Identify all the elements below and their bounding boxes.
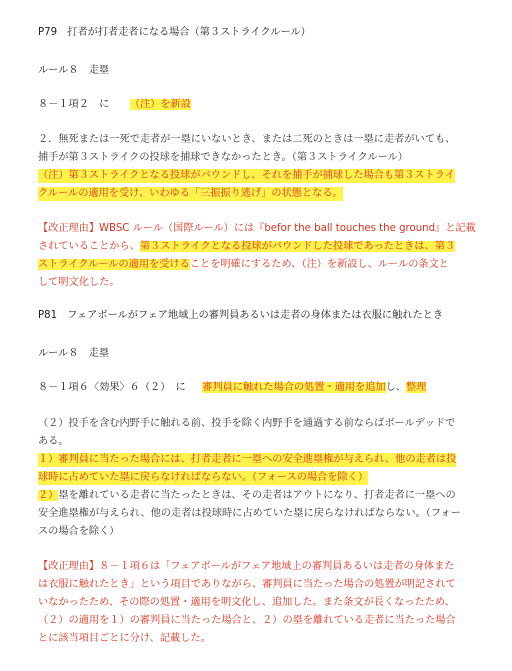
section1-note-line2: クルールの適用を受け、いわゆる「三振振り逃げ」の状態となる。	[38, 188, 343, 199]
section2-body-line3	[38, 489, 456, 503]
section2-reason-line5: とに該当項目ごとに分け、記載した。	[38, 633, 211, 644]
section1-reason-line2-text: されていることから、	[38, 241, 140, 252]
section2-reason-line4: （２）の適用を１）の審判員に当たった場合と、２）の塁を離れている走者に当たった場合	[38, 615, 456, 626]
section1-reason-line2-highlight: 第３ストライクとなる投球がバウンドした投球であったときは、第３	[139, 241, 456, 252]
section1-rule-label: ルール８ 走塁	[38, 65, 110, 76]
section1-reason-line2	[38, 240, 455, 254]
section1-reason-line3-highlight: ストライクルールの適用を受ける	[38, 259, 190, 270]
section2-rule-label: ルール８ 走塁	[38, 348, 110, 359]
section2-item-new: 審判員に触れた場合の処置・適用を追加	[202, 382, 386, 393]
section2-body-line3-text: 塁を離れている走者に当たったときは、その走者はアウトになり、打者走者に一塁への	[58, 490, 456, 501]
section1-reason-line3-text: ことを明確にするため、（注）を新設し、ルールの条文と	[189, 259, 449, 270]
section1-reason-line4: して明文化した。	[38, 277, 120, 288]
section1-note-line1: （注）第３ストライクとなる投球がバウンドし、それを捕手が捕球した場合も第３ストライ	[38, 170, 455, 181]
section2-item-prefix: ８－１項６〈効果〉６（２） に	[38, 382, 186, 393]
section2-body-line2: ある。	[38, 436, 69, 447]
section2-item-sep: し、	[385, 382, 406, 393]
section2-reason-line2: は衣服に触れたとき」という項目でありながら、審判員に当たった場合の処置が明記されて	[38, 579, 456, 590]
section1-item-new: （注）を新設	[129, 99, 191, 110]
section2-heading: P81 フェアボールがフェア地域上の審判員あるいは走者の身体または衣服に触れたとき	[38, 310, 444, 321]
section1-body-line1: ２．無死または一死で走者が一塁にいないとき、または二死のときは一塁に走者がいても、	[38, 134, 456, 145]
section1-reason-line1: 【改正理由】WBSC ルール（国際ルール）には『befor the ball touches the ground』と記載	[38, 223, 476, 234]
section2-reason-line3: いなかったため、その際の処置・適用を明文化し、追加した。また条文が長くなったため、	[38, 597, 455, 608]
section2-highlight-line2: 球時に占めていた塁に戻らなければならない。（フォースの場合を除く）	[38, 472, 369, 483]
section1-reason-line3	[38, 258, 449, 272]
section2-item-new2: 整理	[405, 382, 427, 393]
section1-item-prefix: ８－１項２ に	[38, 99, 110, 110]
section1-heading: P79 打者が打者走者になる場合（第３ストライクルール）	[38, 27, 311, 38]
section2-body-line1: （２）投手を含む内野手に触れる前、投手を除く内野手を通過する前ならばボールデッドで	[38, 418, 456, 429]
section1-item	[38, 98, 191, 112]
section1-body-line2: 捕手が第３ストライクの投球を捕球できなかったとき。（第３ストライクルール）	[38, 152, 408, 163]
section2-highlight-line3: ２）	[38, 490, 59, 501]
section2-highlight-line1: １）審判員に当たった場合には、打者走者に一塁への安全進塁権が与えられ、他の走者は投	[38, 454, 457, 465]
section2-body-line5: スの場合を除く）	[38, 526, 120, 537]
section2-item	[38, 381, 426, 395]
section2-reason-line1: 【改正理由】８－１項６は「フェアボールがフェア地域上の審判員あるいは走者の身体また	[38, 561, 455, 572]
section2-body-line4: 安全進塁権が与えられ、他の走者は投球時に占めていた塁に戻らなければならない。（フォー	[38, 508, 461, 519]
